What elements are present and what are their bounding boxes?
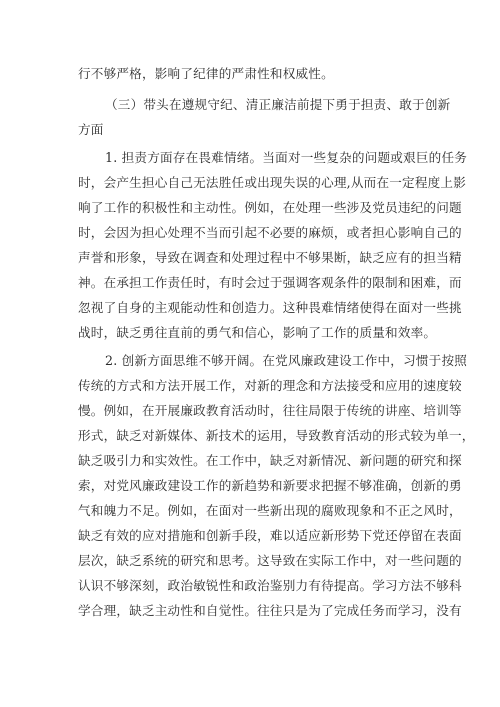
text-line: 行不够严格，影响了纪律的严肃性和权威性。 bbox=[78, 66, 334, 81]
text-line: 缺乏有效的应对措施和创新手段，难以适应新形势下党还停留在表面 bbox=[78, 528, 462, 543]
text-line: 气和魄力不足。例如，在面对一些新出现的腐败现象和不正之风时， bbox=[78, 503, 462, 518]
text-line: 慢。例如，在开展廉政教育活动时，往往局限于传统的讲座、培训等 bbox=[78, 403, 462, 418]
text-line: 形式，缺乏对新媒体、新技术的运用，导致教育活动的形式较为单一， bbox=[78, 428, 475, 443]
text-line: 战时，缺乏勇往直前的勇气和信心，影响了工作的质量和效率。 bbox=[78, 325, 437, 340]
section-heading-continued: 方面 bbox=[78, 122, 104, 137]
text-line: 神。在承担工作责任时，有时会过于强调客观条件的限制和困难，而 bbox=[78, 275, 462, 290]
text-line: 索，对党风廉政建设工作的新趋势和新要求把握不够准确，创新的勇 bbox=[78, 478, 462, 493]
text-line: 时，会因为担心处理不当而引起不必要的麻烦，或者担心影响自己的 bbox=[78, 225, 462, 240]
text-line: 传统的方式和方法开展工作，对新的理念和方法接受和应用的速度较 bbox=[78, 378, 462, 393]
text-line: 忽视了自身的主观能动性和创造力。这种畏难情绪使得在面对一些挑 bbox=[78, 300, 462, 315]
paragraph-2-heading-line: 2. 创新方面思维不够开阔。在党风廉政建设工作中，习惯于按照 bbox=[105, 353, 468, 368]
text-line: 时，会产生担心自己无法胜任或出现失误的心理,从而在一定程度上影 bbox=[78, 175, 467, 190]
paragraph-1-heading-line: 1. 担责方面存在畏难情绪。当面对一些复杂的问题或艰巨的任务 bbox=[105, 150, 468, 165]
text-line: 响了工作的积极性和主动性。例如，在处理一些涉及党员违纪的问题 bbox=[78, 200, 462, 215]
section-heading: （三）带头在遵规守纪、清正廉洁前提下勇于担责、敢于创新 bbox=[105, 97, 451, 112]
text-line: 缺乏吸引力和实效性。在工作中，缺乏对新情况、新问题的研究和探 bbox=[78, 453, 462, 468]
text-line: 层次，缺乏系统的研究和思考。这导致在实际工作中，对一些问题的 bbox=[78, 553, 462, 568]
text-line: 认识不够深刻，政治敏锐性和政治鉴别力有待提高。学习方法不够科 bbox=[78, 578, 462, 593]
text-line: 学合理，缺乏主动性和自觉性。往往只是为了完成任务而学习，没有 bbox=[78, 603, 462, 618]
text-line: 声誉和形象，导致在调查和处理过程中不够果断，缺乏应有的担当精 bbox=[78, 250, 462, 265]
